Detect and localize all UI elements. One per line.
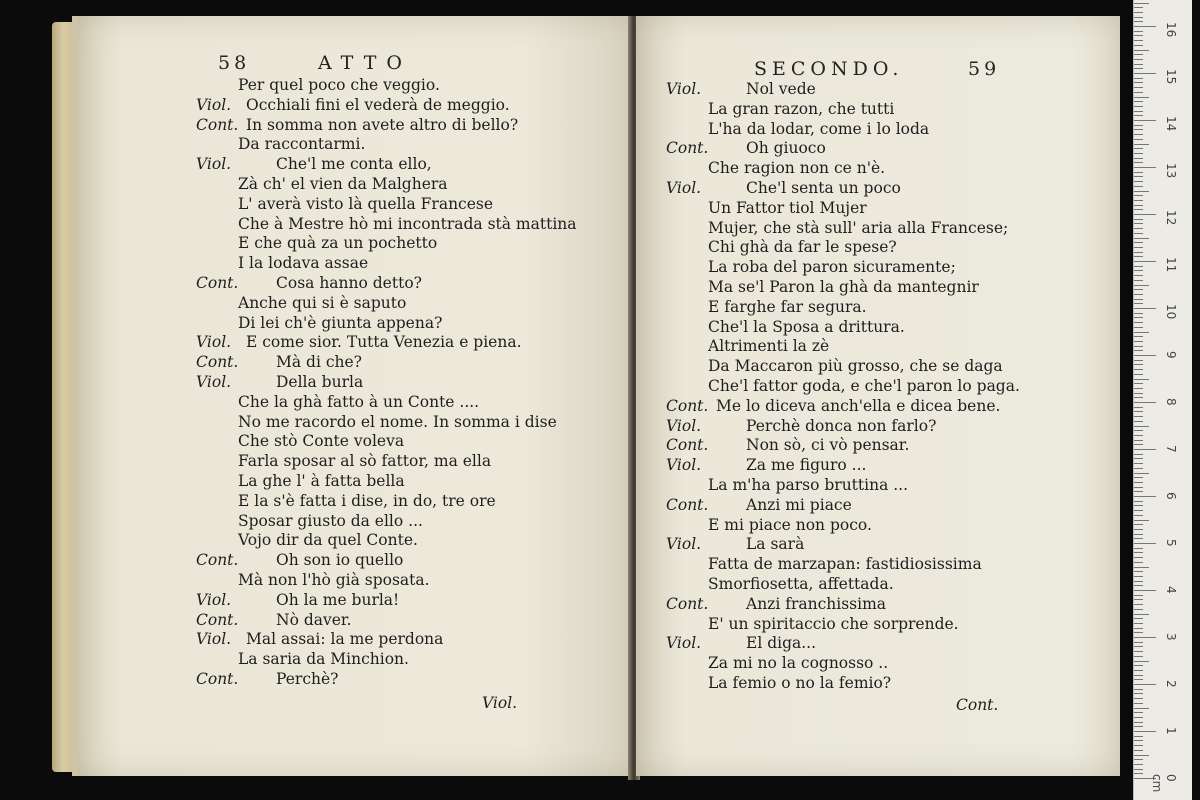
verse-text: E' un spiritaccio che sorprende.	[708, 614, 959, 633]
speaker-label: Viol.	[196, 630, 232, 649]
ruler-tick	[1134, 637, 1156, 638]
ruler-tick	[1134, 181, 1143, 182]
ruler-tick	[1134, 101, 1143, 102]
ruler-tick	[1134, 350, 1143, 351]
ruler-tick	[1134, 139, 1143, 140]
speaker-label: Cont.	[666, 495, 709, 514]
left-page	[72, 16, 638, 776]
ruler-tick	[1134, 614, 1149, 615]
verse-text: No me racordo el nome. In somma i dise	[238, 412, 557, 431]
ruler-tick	[1134, 275, 1143, 276]
speaker-label: Viol.	[666, 416, 702, 435]
verse-text: Anzi franchissima	[746, 594, 887, 613]
ruler-number: 12	[1164, 210, 1178, 226]
ruler-tick	[1134, 571, 1143, 572]
ruler-tick	[1134, 134, 1143, 135]
ruler-tick	[1134, 740, 1143, 741]
ruler-tick	[1134, 642, 1143, 643]
ruler-tick	[1134, 308, 1156, 309]
ruler-tick	[1134, 458, 1143, 459]
ruler-number: 3	[1164, 633, 1178, 641]
speaker-label: Cont.	[666, 594, 709, 613]
ruler-number: 14	[1164, 116, 1178, 132]
ruler-tick	[1134, 684, 1156, 685]
ruler-tick	[1134, 444, 1143, 445]
ruler-tick	[1134, 31, 1143, 32]
speaker-label: Viol.	[196, 373, 232, 391]
ruler-tick	[1134, 270, 1143, 271]
ruler-tick	[1134, 487, 1143, 488]
ruler-tick	[1134, 87, 1143, 88]
ruler-tick	[1134, 764, 1143, 765]
ruler-tick	[1134, 397, 1143, 398]
speaker-label: Viol.	[196, 95, 232, 114]
ruler-tick	[1134, 501, 1143, 502]
verse-text: La ghe l' à fatta bella	[238, 472, 405, 490]
ruler-tick	[1134, 449, 1156, 450]
ruler-tick	[1134, 407, 1143, 408]
verse-text: Che la ghà fatto à un Conte ....	[238, 392, 480, 411]
verse-text: E la s'è fatta i dise, in do, tre ore	[238, 491, 496, 510]
verse-text: L' averà visto là quella Francese	[238, 194, 494, 213]
ruler-tick	[1134, 665, 1143, 666]
ruler-tick	[1134, 670, 1143, 671]
ruler-tick	[1134, 115, 1143, 116]
ruler-tick	[1134, 40, 1143, 41]
ruler-tick	[1134, 360, 1143, 361]
ruler-tick	[1134, 97, 1149, 98]
ruler-tick	[1134, 435, 1143, 436]
speaker-label: Cont.	[666, 139, 709, 158]
ruler-tick	[1134, 585, 1143, 586]
verse-text: Altrimenti la zè	[708, 337, 830, 356]
ruler-number: 5	[1164, 539, 1178, 547]
ruler-number: 13	[1164, 163, 1178, 179]
ruler-tick	[1134, 543, 1156, 544]
ruler-tick	[1134, 736, 1143, 737]
ruler-number: 4	[1164, 586, 1178, 594]
verse-text: Cosa hanno detto?	[276, 274, 422, 292]
verse-text: La sarà	[746, 535, 805, 554]
ruler-tick	[1134, 341, 1143, 342]
ruler-tick	[1134, 548, 1143, 549]
verse-text: Smorfiosetta, affettada.	[708, 575, 894, 593]
ruler-tick	[1134, 289, 1143, 290]
verse-text: L'ha da lodar, come i lo loda	[708, 119, 930, 138]
ruler-tick	[1134, 599, 1143, 600]
ruler-tick	[1134, 477, 1143, 478]
speaker-label: Viol.	[666, 456, 702, 475]
ruler-tick	[1134, 233, 1143, 234]
ruler-tick	[1134, 421, 1143, 422]
ruler-tick	[1134, 191, 1149, 192]
ruler-tick	[1134, 717, 1143, 718]
ruler-tick	[1134, 317, 1143, 318]
ruler-tick	[1134, 383, 1143, 384]
ruler-tick	[1134, 59, 1143, 60]
ruler-tick	[1134, 3, 1149, 4]
verse-text: Za me figuro ...	[746, 456, 867, 475]
ruler-tick	[1134, 280, 1143, 281]
verse-text: Nol vede	[746, 80, 816, 98]
ruler-tick	[1134, 693, 1143, 694]
verse-text: Per quel poco che veggio.	[238, 76, 440, 94]
ruler-tick	[1134, 595, 1143, 596]
speaker-label: Viol.	[196, 590, 232, 609]
speaker-label: Cont.	[666, 396, 709, 415]
verse-text: Che à Mestre hò mi incontrada stà mattina	[238, 214, 577, 233]
ruler-tick	[1134, 252, 1143, 253]
verse-text: Mà di che?	[276, 353, 362, 372]
ruler-tick	[1134, 17, 1143, 18]
ruler-tick	[1134, 609, 1143, 610]
ruler-tick	[1134, 463, 1143, 464]
ruler-number: 9	[1164, 351, 1178, 359]
ruler-tick	[1134, 759, 1143, 760]
ruler-tick	[1134, 228, 1143, 229]
verse-text: Mujer, che stà sull' aria alla Francese;	[708, 218, 1009, 237]
ruler-tick	[1134, 454, 1143, 455]
ruler-tick	[1134, 176, 1143, 177]
speaker-label: Cont.	[196, 115, 239, 134]
ruler-number: 7	[1164, 445, 1178, 453]
ruler-tick	[1134, 73, 1156, 74]
verse-text: Fatta de marzapan: fastidiosissima	[708, 555, 982, 574]
speaker-label: Viol.	[196, 155, 232, 174]
ruler-tick	[1134, 186, 1143, 187]
ruler-tick	[1134, 327, 1143, 328]
ruler-tick	[1134, 388, 1143, 389]
left-running-head: ATTO	[318, 52, 412, 74]
verse-text: Un Fattor tiol Mujer	[708, 198, 867, 217]
ruler-tick	[1134, 21, 1143, 22]
verse-text: E farghe far segura.	[708, 297, 867, 316]
right-page	[636, 16, 1120, 776]
ruler-tick	[1134, 698, 1143, 699]
ruler-tick	[1134, 581, 1143, 582]
verse-text: Mà non l'hò già sposata.	[238, 571, 430, 589]
ruler-tick	[1134, 364, 1143, 365]
ruler-tick	[1134, 402, 1156, 403]
ruler-tick	[1134, 576, 1143, 577]
ruler-tick	[1134, 562, 1143, 563]
measurement-ruler	[1133, 0, 1192, 800]
ruler-tick	[1134, 256, 1143, 257]
ruler-tick	[1134, 769, 1143, 770]
ruler-tick	[1134, 534, 1143, 535]
ruler-tick	[1134, 482, 1143, 483]
ruler-tick	[1134, 656, 1143, 657]
ruler-tick	[1134, 78, 1143, 79]
verse-text: I la lodava assae	[238, 254, 369, 273]
ruler-tick	[1134, 294, 1143, 295]
speaker-label: Viol.	[666, 80, 702, 98]
speaker-label: Cont.	[196, 274, 239, 292]
ruler-tick	[1134, 552, 1143, 553]
ruler-tick	[1134, 590, 1156, 591]
verse-text: Sposar giusto da ello ...	[238, 511, 423, 530]
verse-text: Farla sposar al sò fattor, ma ella	[238, 452, 492, 471]
verse-text: Di lei ch'è giunta appena?	[238, 313, 443, 332]
ruler-number: 1	[1164, 727, 1178, 735]
open-book	[52, 16, 1074, 780]
verse-text: E che quà za un pochetto	[238, 234, 438, 253]
ruler-tick	[1134, 515, 1143, 516]
ruler-number: 15	[1164, 69, 1178, 85]
ruler-tick	[1134, 520, 1149, 521]
ruler-tick	[1134, 209, 1143, 210]
verse-text: Che stò Conte voleva	[238, 432, 405, 451]
speaker-label: Cont.	[196, 551, 239, 570]
ruler-number: 8	[1164, 398, 1178, 406]
verse-text: Nò daver.	[276, 610, 352, 629]
ruler-tick	[1134, 374, 1143, 375]
ruler-tick	[1134, 54, 1143, 55]
speaker-label: Viol.	[666, 179, 702, 197]
ruler-tick	[1134, 651, 1143, 652]
ruler-tick	[1134, 7, 1143, 8]
ruler-tick	[1134, 64, 1143, 65]
ruler-tick	[1134, 604, 1143, 605]
ruler-tick	[1134, 214, 1156, 215]
verse-text: Vojo dir da quel Conte.	[238, 531, 418, 550]
ruler-tick	[1134, 411, 1143, 412]
ruler-tick	[1134, 355, 1156, 356]
ruler-tick	[1134, 510, 1143, 511]
verse-text: Da raccontarmi.	[238, 135, 366, 154]
ruler-tick	[1134, 393, 1143, 394]
ruler-tick	[1134, 158, 1143, 159]
ruler-tick	[1134, 661, 1149, 662]
verse-text: Anzi mi piace	[746, 495, 852, 514]
verse-text: Occhiali fini el vederà de meggio.	[246, 95, 510, 114]
ruler-tick	[1134, 223, 1143, 224]
ruler-number: 16	[1164, 22, 1178, 38]
left-page-number: 58	[218, 52, 251, 74]
verse-text: Za mi no la cognosso ..	[708, 654, 889, 673]
ruler-tick	[1134, 755, 1149, 756]
ruler-tick	[1134, 45, 1143, 46]
verse-text: Oh giuoco	[746, 139, 826, 158]
ruler-tick	[1134, 219, 1143, 220]
speaker-label: Cont.	[666, 436, 709, 455]
ruler-tick	[1134, 750, 1143, 751]
ruler-tick	[1134, 712, 1143, 713]
speaker-label: Cont.	[196, 670, 239, 688]
ruler-tick	[1134, 618, 1143, 619]
verse-text: Perchè donca non farlo?	[746, 416, 937, 435]
ruler-tick	[1134, 261, 1156, 262]
ruler-tick	[1134, 68, 1143, 69]
verse-text: Mal assai: la me perdona	[246, 630, 444, 649]
ruler-number: 10	[1164, 304, 1178, 320]
ruler-tick	[1134, 473, 1149, 474]
ruler-number: 6	[1164, 492, 1178, 500]
ruler-tick	[1134, 125, 1143, 126]
ruler-tick	[1134, 567, 1149, 568]
ruler-tick	[1134, 745, 1143, 746]
ruler-tick	[1134, 491, 1143, 492]
ruler-tick	[1134, 557, 1143, 558]
ruler-tick	[1134, 299, 1143, 300]
speaker-label: Cont.	[196, 610, 239, 629]
ruler-number: 0 cm	[1150, 774, 1178, 793]
verse-text: Oh la me burla!	[276, 590, 400, 609]
verse-text: Ma se'l Paron la ghà da mantegnir	[708, 278, 979, 296]
ruler-tick	[1134, 538, 1143, 539]
ruler-tick	[1134, 285, 1149, 286]
ruler-tick	[1134, 35, 1143, 36]
speaker-label: Cont.	[196, 353, 239, 372]
ruler-tick	[1134, 242, 1143, 243]
ruler-tick	[1134, 703, 1143, 704]
ruler-tick	[1134, 430, 1143, 431]
verse-text: Che ragion non ce n'è.	[708, 159, 886, 178]
ruler-tick	[1134, 496, 1156, 497]
verse-text: Da Maccaron più grosso, che se daga	[708, 357, 1003, 376]
verse-text: Me lo diceva anch'ella e dicea bene.	[716, 396, 1001, 415]
verse-text: Che'l senta un poco	[746, 179, 901, 197]
ruler-tick	[1134, 266, 1143, 267]
verse-text: In somma non avete altro di bello?	[246, 115, 519, 134]
speaker-label: Viol.	[666, 535, 702, 554]
verse-text: Che'l la Sposa a drittura.	[708, 317, 905, 336]
ruler-tick	[1134, 172, 1143, 173]
ruler-tick	[1134, 50, 1149, 51]
ruler-tick	[1134, 332, 1149, 333]
ruler-tick	[1134, 26, 1156, 27]
ruler-tick	[1134, 675, 1143, 676]
speaker-label: Viol.	[666, 634, 702, 653]
ruler-tick	[1134, 722, 1143, 723]
ruler-tick	[1134, 346, 1143, 347]
ruler-tick	[1134, 322, 1143, 323]
ruler-tick	[1134, 303, 1143, 304]
ruler-tick	[1134, 195, 1143, 196]
ruler-tick	[1134, 148, 1143, 149]
ruler-tick	[1134, 336, 1143, 337]
verse-text: E mi piace non poco.	[708, 515, 872, 534]
verse-text: Della burla	[276, 373, 364, 391]
right-catchword: Cont.	[956, 696, 999, 714]
ruler-tick	[1134, 468, 1143, 469]
verse-text: Perchè?	[276, 670, 339, 688]
ruler-tick	[1134, 200, 1143, 201]
verse-text: Che'l fattor goda, e che'l paron lo paga.	[708, 377, 1020, 395]
verse-text: La roba del paron sicuramente;	[708, 258, 956, 277]
ruler-tick	[1134, 524, 1143, 525]
ruler-tick	[1134, 708, 1149, 709]
verse-text: Anche qui si è saputo	[238, 293, 407, 312]
verse-text: Che'l me conta ello,	[276, 155, 432, 174]
ruler-tick	[1134, 440, 1143, 441]
ruler-tick	[1134, 623, 1143, 624]
verse-text: Oh son io quello	[276, 551, 404, 570]
speaker-label: Viol.	[196, 333, 232, 352]
ruler-tick	[1134, 726, 1143, 727]
ruler-tick	[1134, 167, 1156, 168]
left-catchword: Viol.	[482, 694, 518, 712]
verse-text: E come sior. Tutta Venezia e piena.	[246, 333, 522, 352]
ruler-tick	[1134, 120, 1156, 121]
ruler-tick	[1134, 628, 1143, 629]
ruler-tick	[1134, 205, 1143, 206]
ruler-tick	[1134, 92, 1143, 93]
ruler-tick	[1134, 689, 1143, 690]
ruler-tick	[1134, 379, 1149, 380]
verse-text: La gran razon, che tutti	[708, 99, 895, 118]
ruler-tick	[1134, 731, 1156, 732]
ruler-tick	[1134, 82, 1143, 83]
ruler-tick	[1134, 247, 1143, 248]
verse-text: Chi ghà da far le spese?	[708, 238, 897, 257]
ruler-tick	[1134, 426, 1149, 427]
ruler-tick	[1134, 238, 1149, 239]
verse-text: La femio o no la femio?	[708, 674, 892, 692]
ruler-tick	[1134, 144, 1149, 145]
verse-text: El diga...	[746, 634, 817, 653]
ruler-tick	[1134, 369, 1143, 370]
ruler-tick	[1134, 12, 1143, 13]
ruler-tick	[1134, 416, 1143, 417]
ruler-tick	[1134, 773, 1143, 774]
verse-text: Zà ch' el vien da Malghera	[238, 175, 448, 193]
ruler-number: 11	[1164, 257, 1178, 273]
verse-text: Non sò, ci vò pensar.	[746, 436, 910, 455]
ruler-tick	[1134, 679, 1143, 680]
ruler-tick	[1134, 153, 1143, 154]
ruler-tick	[1134, 313, 1143, 314]
ruler-tick	[1134, 646, 1143, 647]
verse-text: La m'ha parso bruttina ...	[708, 476, 909, 494]
ruler-tick	[1134, 505, 1143, 506]
ruler-tick	[1134, 632, 1143, 633]
right-page-number: 59	[968, 58, 1001, 80]
ruler-tick	[1134, 106, 1143, 107]
ruler-number: 2	[1164, 680, 1178, 688]
verse-text: La saria da Minchion.	[238, 650, 409, 669]
ruler-tick	[1134, 529, 1143, 530]
ruler-tick	[1134, 162, 1143, 163]
ruler-tick	[1134, 129, 1143, 130]
ruler-tick	[1134, 111, 1143, 112]
right-running-head: SECONDO.	[754, 58, 904, 80]
